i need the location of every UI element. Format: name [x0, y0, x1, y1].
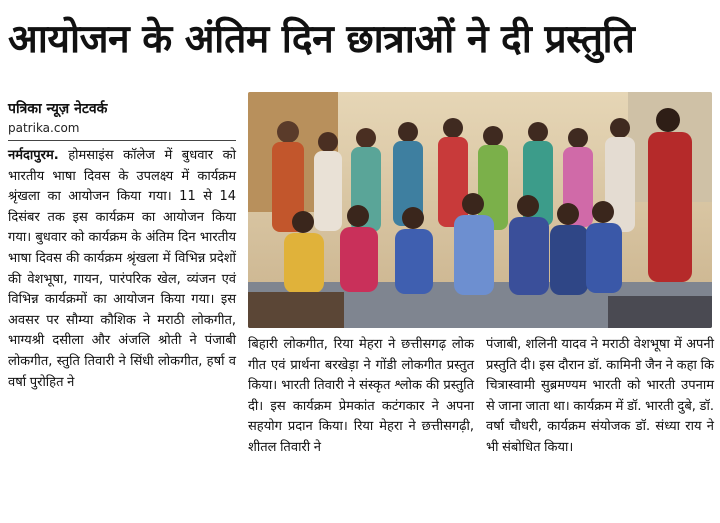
column-1-text: होमसाइंस कॉलेज में बुधवार को भारतीय भाषा दिवस के उपलक्ष्य में कार्यक्रम श्रृंखला का आयोजन किया गया। 11 से 14 दिसंबर तक इस कार्यक्रम का आयोजन किया गया। बुधवार को कार्यक्रम के अंतिम दिन भारतीय भाषा दिवस की कार्यक्रम श्रृंखला में विभिन्न प्रदेशों की वेशभूषा, गायन, पारंपरिक खेल, व्यंजन एवं विभिन्न कार्यक्रमों का आयोजन किया गया। इस अवसर पर सौम्या कौशिक ने मराठी लोकगीत, भाग्यश्री दसीला और अंजलि श्रोती ने पंजाबी लोकगीत, स्तुति तिवारी ने सिंधी लोकगीत, हर्षा व वर्षा पुरोहित ने — [8, 148, 236, 390]
article-column-1 — [8, 146, 236, 393]
byline-divider — [8, 140, 236, 141]
site-name: patrika.com — [8, 121, 80, 135]
article-column-2: बिहारी लोकगीत, रिया मेहरा ने छत्तीसगढ़ लोक गीत एवं प्रार्थना बरखेड़ा ने गोंडी लोकगीत प्रस्तुत किया। भारती तिवारी ने संस्कृत श्लोक की प्रस्तुति दी। इस कार्यक्रम प्रेमकांत कटंगकार ने अपना सहयोग प्रदान किया। रिया मेहरा ने छत्तीसगढ़ी, शीतल तिवारी ने — [248, 337, 474, 455]
group-photo — [248, 92, 712, 328]
article-column-3: पंजाबी, शलिनी यादव ने मराठी वेशभूषा में अपनी प्रस्तुति दी। इस दौरान डॉ. कामिनी जैन ने कहा कि चित्रास्वामी सुब्रमण्यम भारती को भारती उपनाम से जाना जाता था। कार्यक्रम में डॉ. भारती दुबे, डॉ. वर्षा चौधरी, कार्यक्रम संयोजक डॉ. संध्या राय ने भी संबोधित किया। — [486, 337, 714, 455]
byline: पत्रिका न्यूज़ नेटवर्क — [8, 101, 108, 117]
headline: आयोजन के अंतिम दिन छात्राओं ने दी प्रस्तुति — [8, 17, 635, 62]
dateline: नर्मदापुरम. — [8, 148, 59, 163]
